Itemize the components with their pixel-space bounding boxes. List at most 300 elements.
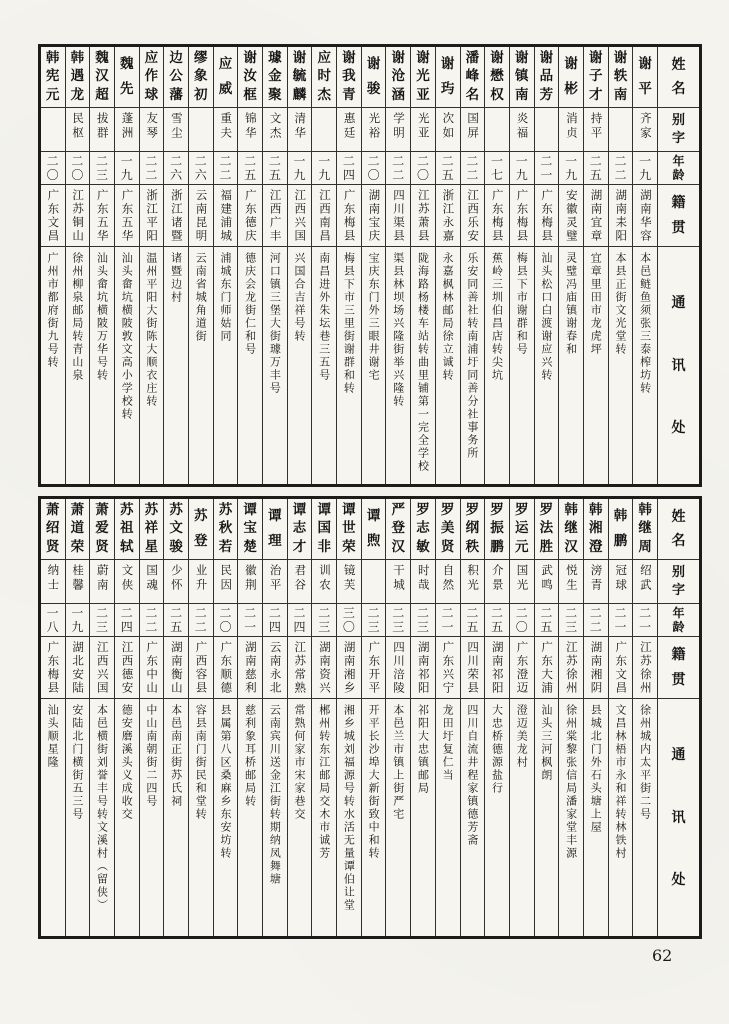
entry-contact — [362, 698, 386, 936]
entry-contact — [164, 698, 188, 936]
entry-column — [534, 47, 559, 484]
glyph: 萧 — [95, 501, 109, 518]
vertical-text: 安陆北门横街五三号 — [70, 704, 84, 821]
glyph: 三 — [96, 620, 109, 635]
vertical-text: 文侠 — [120, 564, 135, 593]
entry-contact — [263, 246, 287, 484]
entry-origin — [164, 184, 188, 246]
entry-column — [435, 499, 460, 936]
entry-alias — [633, 559, 657, 603]
glyph: 聚 — [268, 86, 282, 103]
vertical-text — [71, 47, 85, 107]
vertical-text: 国屏 — [466, 112, 481, 141]
glyph: 字 — [671, 583, 685, 599]
vertical-text: 桂馨 — [71, 564, 86, 593]
entry-alias — [238, 559, 262, 603]
glyph: 谭 — [342, 501, 356, 518]
vertical-text: 蓬洲 — [120, 112, 135, 141]
glyph: 一 — [46, 605, 59, 620]
entry-age — [633, 151, 657, 184]
glyph: 六 — [194, 168, 207, 183]
vertical-text — [416, 499, 430, 559]
entry-age — [66, 151, 90, 184]
glyph: 世 — [342, 520, 356, 537]
glyph: 罗 — [416, 501, 430, 518]
glyph: 二 — [219, 153, 232, 168]
vertical-text: 汕头三河枫朗 — [539, 704, 553, 782]
vertical-text: 湖南华容 — [638, 189, 653, 243]
entry-origin — [485, 184, 509, 246]
glyph: 三 — [342, 605, 355, 620]
glyph: 谢 — [292, 49, 307, 66]
entry-alias — [263, 559, 287, 603]
glyph: 四 — [342, 168, 355, 183]
entry-name — [140, 499, 164, 559]
vertical-text: 湖南慈利 — [243, 641, 258, 695]
glyph: 星 — [144, 538, 159, 555]
entry-alias — [362, 107, 386, 151]
vertical-text — [466, 499, 480, 559]
vertical-text — [515, 499, 529, 559]
entry-alias — [436, 107, 460, 151]
entry-name — [189, 499, 213, 559]
entry-name — [609, 499, 633, 559]
vertical-text: 云南宾川送金江街转期纳凤舞塘 — [268, 704, 282, 886]
entry-name — [362, 47, 386, 107]
entry-origin — [461, 636, 485, 698]
entry-alias — [362, 559, 386, 603]
vertical-text: 广东梅县 — [342, 189, 357, 243]
glyph: 法 — [539, 520, 554, 537]
vertical-text — [672, 604, 684, 636]
entry-name — [41, 499, 65, 559]
vertical-text — [71, 152, 83, 184]
vertical-text: 宝庆东门外三眼井谢宅 — [367, 252, 381, 382]
glyph: 二 — [614, 153, 627, 168]
entry-origin — [41, 184, 65, 246]
entry-origin — [633, 184, 657, 246]
entry-contact — [535, 246, 559, 484]
entry-origin — [436, 636, 460, 698]
entry-age — [288, 603, 312, 636]
entry-name — [535, 499, 559, 559]
glyph: 镇 — [514, 68, 529, 85]
vertical-text — [540, 47, 554, 107]
glyph: 才 — [589, 86, 603, 103]
entry-contact — [66, 246, 90, 484]
glyph: 纲 — [465, 520, 480, 537]
glyph: 祖 — [119, 520, 134, 537]
vertical-text: 训农 — [317, 564, 332, 593]
entry-origin — [140, 184, 164, 246]
vertical-text — [564, 47, 578, 107]
vertical-text: 广东顺德 — [219, 641, 234, 695]
vertical-text: 绍武 — [638, 564, 653, 593]
page-number: 62 — [652, 946, 673, 965]
vertical-text — [343, 604, 355, 636]
glyph: 二 — [367, 605, 380, 620]
vertical-text: 民因 — [219, 564, 234, 593]
vertical-text — [244, 152, 256, 184]
entry-origin — [238, 184, 262, 246]
vertical-text — [515, 47, 529, 107]
glyph: 敏 — [416, 538, 430, 555]
entry-origin — [214, 184, 238, 246]
vertical-text: 江西德安 — [120, 641, 135, 695]
glyph: 六 — [170, 168, 183, 183]
vertical-text — [416, 47, 430, 107]
entry-column — [632, 499, 657, 936]
entry-alias — [115, 559, 139, 603]
glyph: 二 — [244, 153, 257, 168]
entry-column — [484, 499, 509, 936]
vertical-text — [491, 604, 503, 636]
vertical-text — [343, 152, 355, 184]
vertical-text — [294, 604, 306, 636]
entry-age — [238, 603, 262, 636]
vertical-text: 四川涪陵 — [392, 641, 407, 695]
glyph: 荣 — [342, 538, 356, 555]
entry-alias — [66, 559, 90, 603]
entry-origin — [436, 184, 460, 246]
vertical-text — [268, 47, 282, 107]
vertical-text — [392, 499, 406, 559]
entry-alias — [90, 559, 114, 603]
vertical-text: 镜芙 — [342, 564, 357, 593]
vertical-text: 湖北安陆 — [71, 641, 86, 695]
entry-name — [214, 499, 238, 559]
entry-age — [66, 603, 90, 636]
vertical-text: 广东澄迈 — [515, 641, 530, 695]
vertical-text: 清华 — [293, 112, 308, 141]
entry-age — [41, 603, 65, 636]
vertical-text: 德庆会龙街仁和号 — [243, 252, 257, 356]
entry-alias — [411, 559, 435, 603]
vertical-text: 文昌林梧市永和祥转林铁村 — [613, 704, 627, 860]
entry-alias — [41, 559, 65, 603]
entry-name — [411, 499, 435, 559]
glyph: 二 — [441, 605, 454, 620]
entry-name — [584, 499, 608, 559]
entry-contact — [535, 698, 559, 936]
vertical-text: 广东中山 — [145, 641, 160, 695]
entry-name — [312, 499, 336, 559]
entry-name — [411, 47, 435, 107]
entry-column — [558, 47, 583, 484]
entry-alias — [288, 107, 312, 151]
vertical-text — [194, 499, 208, 559]
entry-alias — [164, 559, 188, 603]
entry-age — [164, 603, 188, 636]
entry-alias — [559, 107, 583, 151]
entry-contact — [312, 246, 336, 484]
vertical-text: 民枢 — [71, 112, 86, 141]
vertical-text — [368, 152, 380, 184]
entry-column — [583, 499, 608, 936]
glyph: 谢 — [613, 49, 628, 66]
vertical-text: 惠廷 — [342, 112, 357, 141]
entry-age — [189, 603, 213, 636]
entry-age — [140, 151, 164, 184]
vertical-text: 河口镇三堡大街璩万丰号 — [268, 252, 282, 395]
entry-age — [584, 603, 608, 636]
entry-origin — [362, 184, 386, 246]
entry-alias — [214, 559, 238, 603]
entry-name — [312, 47, 336, 107]
glyph: 二 — [515, 605, 528, 620]
glyph: 一 — [639, 620, 652, 635]
glyph: 懋 — [490, 68, 504, 85]
entry-alias — [461, 107, 485, 151]
entry-age — [461, 151, 485, 184]
entry-name — [238, 47, 262, 107]
vertical-text: 江西乐安 — [466, 189, 481, 243]
glyph: 〇 — [416, 168, 429, 183]
entry-age — [633, 603, 657, 636]
entry-age — [214, 603, 238, 636]
vertical-text — [342, 47, 356, 107]
glyph: 一 — [120, 153, 133, 168]
glyph: 绍 — [45, 520, 60, 537]
glyph: 二 — [540, 605, 553, 620]
glyph: 四 — [293, 620, 306, 635]
vertical-text: 永嘉枫林邮局徐立诚转 — [441, 252, 455, 382]
header-contact — [658, 246, 699, 484]
entry-age — [559, 603, 583, 636]
entry-column — [460, 499, 485, 936]
vertical-text — [47, 152, 59, 184]
vertical-text — [672, 152, 684, 184]
glyph: 谢 — [366, 56, 381, 72]
vertical-text — [293, 499, 307, 559]
vertical-text: 渠县林坝场兴隆街举兴隆转 — [391, 252, 405, 408]
vertical-text: 广东兴宁 — [441, 641, 456, 695]
entry-alias — [41, 107, 65, 151]
glyph: 沧 — [391, 68, 406, 85]
glyph: 讯 — [671, 809, 686, 826]
glyph: 二 — [268, 605, 281, 620]
glyph: 二 — [639, 605, 652, 620]
glyph: 谢 — [342, 49, 356, 66]
vertical-text — [243, 499, 257, 559]
glyph: 继 — [564, 520, 578, 537]
glyph: 志 — [292, 520, 307, 537]
header-alias — [658, 107, 699, 151]
glyph: 名 — [465, 86, 480, 103]
glyph: 魏 — [95, 49, 109, 66]
vertical-text — [639, 604, 651, 636]
entry-contact — [461, 246, 485, 484]
glyph: 一 — [491, 153, 504, 168]
entry-age — [263, 151, 287, 184]
glyph: 一 — [318, 153, 331, 168]
vertical-text — [145, 152, 157, 184]
entry-origin — [288, 636, 312, 698]
entry-alias — [485, 559, 509, 603]
glyph: 〇 — [367, 168, 380, 183]
glyph: 九 — [639, 168, 652, 183]
entry-contact — [288, 698, 312, 936]
glyph: 苏 — [218, 501, 233, 518]
glyph: 运 — [514, 520, 529, 537]
entry-origin — [263, 636, 287, 698]
header-alias — [658, 559, 699, 603]
glyph: 楚 — [243, 538, 257, 555]
header-contact — [658, 698, 699, 936]
entry-name — [288, 47, 312, 107]
glyph: 韩 — [613, 508, 628, 524]
vertical-text — [466, 152, 478, 184]
vertical-text — [342, 499, 356, 559]
vertical-text: 梅县下市三里街谢群和转 — [342, 252, 356, 395]
glyph: 名 — [671, 81, 686, 98]
entry-origin — [584, 636, 608, 698]
vertical-text: 湖南湘阴 — [589, 641, 604, 695]
entry-origin — [633, 636, 657, 698]
glyph: 二 — [194, 605, 207, 620]
glyph: 罗 — [514, 501, 529, 518]
glyph: 五 — [466, 620, 479, 635]
glyph: 二 — [268, 153, 281, 168]
glyph: 谢 — [638, 56, 652, 72]
glyph: 文 — [169, 520, 183, 537]
entry-origin — [337, 184, 361, 246]
glyph: 苏 — [119, 501, 134, 518]
entry-name — [362, 499, 386, 559]
glyph: 亚 — [416, 86, 430, 103]
entry-age — [609, 603, 633, 636]
entry-contact — [66, 698, 90, 936]
vertical-text — [672, 47, 686, 107]
glyph: 处 — [671, 872, 686, 889]
entry-column — [89, 47, 114, 484]
glyph: 贤 — [440, 538, 455, 555]
vertical-text: 中山南朝街二四号 — [144, 704, 158, 808]
glyph: 藩 — [169, 86, 183, 103]
entry-age — [90, 151, 114, 184]
entry-contact — [609, 698, 633, 936]
entry-age — [362, 151, 386, 184]
glyph: 字 — [671, 131, 685, 147]
vertical-text: 开平长沙埠大新街致中和转 — [367, 704, 381, 860]
vertical-text: 湖南宜章 — [589, 189, 604, 243]
glyph: 芳 — [539, 86, 554, 103]
glyph: 别 — [671, 112, 685, 128]
vertical-text: 蔚南 — [95, 564, 110, 593]
vertical-text — [269, 604, 281, 636]
vertical-text — [317, 47, 331, 107]
glyph: 龄 — [672, 168, 685, 183]
entry-origin — [238, 636, 262, 698]
vertical-text — [145, 499, 159, 559]
vertical-text: 德安磨溪头义成收交 — [120, 704, 134, 821]
vertical-text: 介景 — [490, 564, 505, 593]
entry-age — [362, 603, 386, 636]
vertical-text: 炎福 — [515, 112, 530, 141]
entry-contact — [41, 698, 65, 936]
entry-origin — [461, 184, 485, 246]
glyph: 一 — [244, 620, 257, 635]
vertical-text: 武鸣 — [540, 564, 555, 593]
entry-name — [386, 499, 410, 559]
entry-age — [436, 151, 460, 184]
vertical-text — [540, 604, 552, 636]
entry-name — [584, 47, 608, 107]
entry-contact — [90, 698, 114, 936]
entry-contact — [189, 246, 213, 484]
glyph: 杰 — [317, 86, 331, 103]
entry-alias — [312, 107, 336, 151]
vertical-text: 拔群 — [95, 112, 110, 141]
glyph: 二 — [194, 153, 207, 168]
glyph: 五 — [170, 620, 183, 635]
vertical-text — [170, 604, 182, 636]
glyph: 罗 — [539, 501, 554, 518]
entry-alias — [633, 107, 657, 151]
vertical-text — [170, 152, 182, 184]
glyph: 谭 — [268, 508, 282, 524]
glyph: 二 — [342, 153, 355, 168]
entry-alias — [510, 559, 534, 603]
entry-column — [311, 499, 336, 936]
vertical-text — [145, 47, 159, 107]
vertical-text — [672, 499, 686, 559]
glyph: 四 — [268, 620, 281, 635]
entry-column — [435, 47, 460, 484]
glyph: 鹏 — [490, 538, 504, 555]
vertical-text: 湖南宝庆 — [367, 189, 382, 243]
vertical-text: 云南永北 — [268, 641, 283, 695]
directory-table-bottom — [38, 496, 702, 939]
glyph: 二 — [614, 168, 627, 183]
vertical-text: 徐州棠黎张信局潘家堂丰源 — [564, 704, 578, 860]
vertical-text: 本邑横街刘誉丰号转文溪村（留侠） — [95, 704, 109, 912]
glyph: 麟 — [292, 86, 307, 103]
entry-age — [189, 151, 213, 184]
vertical-text — [672, 637, 686, 698]
entry-name — [461, 499, 485, 559]
glyph: 二 — [466, 153, 479, 168]
vertical-text: 江苏徐州 — [638, 641, 653, 695]
vertical-text: 广东梅县 — [515, 189, 530, 243]
glyph: 二 — [120, 605, 133, 620]
vertical-text: 浙江平阳 — [145, 189, 160, 243]
entry-age — [411, 151, 435, 184]
entry-age — [238, 151, 262, 184]
entry-column — [336, 499, 361, 936]
entry-contact — [510, 698, 534, 936]
glyph: 应 — [218, 56, 233, 72]
entry-origin — [312, 184, 336, 246]
entry-name — [436, 499, 460, 559]
entry-column — [608, 47, 633, 484]
entry-name — [140, 47, 164, 107]
glyph: 公 — [169, 68, 183, 85]
glyph: 二 — [466, 168, 479, 183]
glyph: 谢 — [564, 56, 578, 72]
vertical-text — [318, 152, 330, 184]
vertical-text: 湘乡城刘福源号转水活无量谭伯让堂 — [342, 704, 356, 912]
entry-alias — [140, 107, 164, 151]
vertical-text: 广州市都府街九号转 — [46, 252, 60, 369]
glyph: 边 — [169, 49, 183, 66]
vertical-text — [614, 47, 628, 107]
vertical-text — [638, 499, 652, 559]
entry-alias — [584, 107, 608, 151]
glyph: 框 — [243, 86, 257, 103]
header-origin — [658, 184, 699, 246]
vertical-text: 滂青 — [589, 564, 604, 593]
